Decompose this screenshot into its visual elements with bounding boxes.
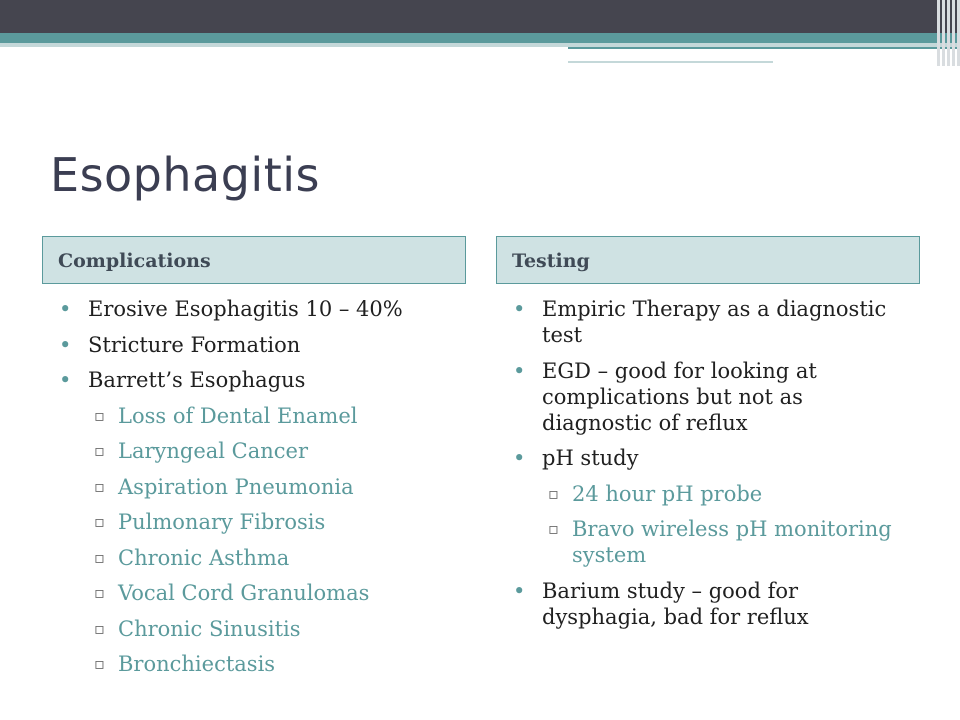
sub-bullet-item: ▫ 24 hour pH probe bbox=[496, 481, 920, 507]
right-decorative-strips bbox=[926, 0, 960, 66]
slide-title: Esophagitis bbox=[50, 148, 320, 202]
top-band-tail-accent bbox=[568, 61, 773, 63]
bullet-item: • Barium study – good for dysphagia, bad for reflux bbox=[496, 578, 920, 630]
bullet-item: • Barrett’s Esophagus bbox=[42, 367, 466, 393]
bullet-item: • Stricture Formation bbox=[42, 332, 466, 358]
sub-bullet-item: ▫ Bravo wireless pH monitoring system bbox=[496, 516, 920, 568]
sub-bullet-item: ▫ Chronic Asthma bbox=[42, 545, 466, 571]
top-dark-band bbox=[0, 0, 960, 33]
sub-bullet-item: ▫ Aspiration Pneumonia bbox=[42, 474, 466, 500]
sub-bullet-item: ▫ Laryngeal Cancer bbox=[42, 438, 466, 464]
testing-header: Testing bbox=[496, 236, 920, 284]
testing-list bbox=[496, 296, 920, 630]
testing-column bbox=[496, 236, 920, 639]
sub-bullet-item: ▫ Loss of Dental Enamel bbox=[42, 403, 466, 429]
complications-list bbox=[42, 296, 466, 677]
bullet-item: • Empiric Therapy as a diagnostic test bbox=[496, 296, 920, 348]
top-band-tail-line bbox=[568, 50, 888, 52]
sub-bullet-item: ▫ Vocal Cord Granulomas bbox=[42, 580, 466, 606]
bullet-item: • Erosive Esophagitis 10 – 40% bbox=[42, 296, 466, 322]
top-teal-band bbox=[0, 33, 960, 43]
sub-bullet-item: ▫ Bronchiectasis bbox=[42, 651, 466, 677]
complications-header: Complications bbox=[42, 236, 466, 284]
sub-bullet-item: ▫ Pulmonary Fibrosis bbox=[42, 509, 466, 535]
sub-bullet-item: ▫ Chronic Sinusitis bbox=[42, 616, 466, 642]
complications-column bbox=[42, 236, 466, 687]
bullet-item: • EGD – good for looking at complications but not as diagnostic of reflux bbox=[496, 358, 920, 436]
bullet-item: • pH study bbox=[496, 445, 920, 471]
